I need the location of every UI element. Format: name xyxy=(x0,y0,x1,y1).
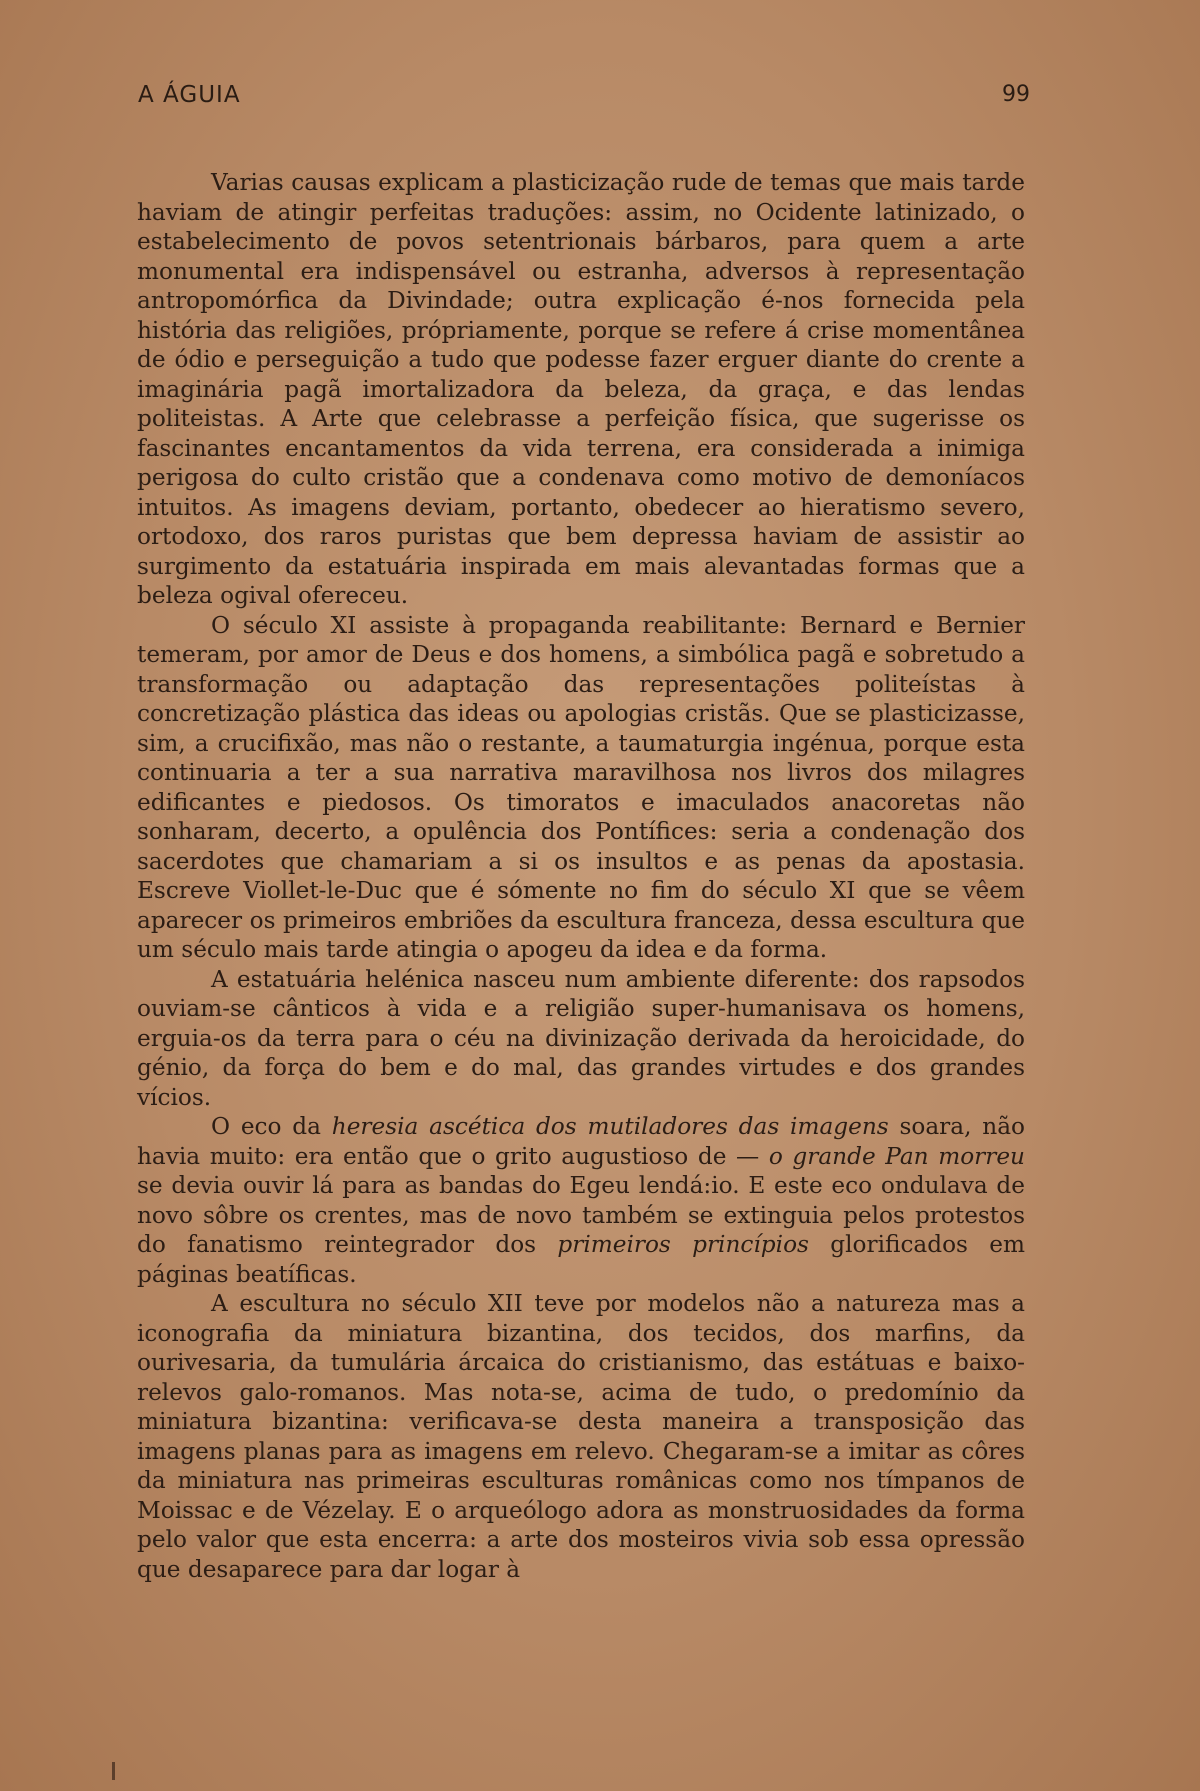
margin-mark xyxy=(112,1762,115,1780)
running-title: A ÁGUIA xyxy=(138,82,241,108)
paragraph-4 xyxy=(137,1112,1025,1289)
paragraph-1: Varias causas explicam a plasticização rude de temas que mais tarde haviam de atingir perfeitas traduções: assim, no Ocidente latinizado, o estabelecimento de povos setentrionais bárbaros, para quem a arte monumental era indispensável ou estranha, adversos à representação antropomórfica da Divindade; outra explicação é-nos fornecida pela história das religiões, própriamente, porque se refere á crise momentânea de ódio e perseguição a tudo que podesse fazer erguer diante do crente a imaginária pagã imortalizadora da beleza, da graça, e das lendas politeistas. A Arte que celebrasse a perfeição física, que sugerisse os fascinantes encantamentos da vida terrena, era considerada a inimiga perigosa do culto cristão que a condenava como motivo de demoníacos intuitos. As imagens deviam, portanto, obedecer ao hieratismo severo, ortodoxo, dos raros puristas que bem depressa haviam de assistir ao surgimento da estatuária inspirada em mais alevantadas formas que a beleza ogival ofereceu. xyxy=(137,169,1025,609)
body-text xyxy=(137,168,1025,1584)
page-header xyxy=(138,82,1030,116)
paragraph-4-italic-b: o grande Pan morreu xyxy=(768,1142,1025,1170)
paragraph-2: O século XI assiste à propaganda reabilitante: Bernard e Bernier temeram, por amor de Deus e dos homens, a simbólica pagã e sobretudo a transformação ou adaptação das representações politeístas à concretização plástica das ideas ou apologias cristãs. Que se plasticizasse, sim, a crucifixão, mas não o restante, a taumaturgia ingénua, porque esta continuaria a ter a sua narrativa maravilhosa nos livros dos milagres edificantes e piedosos. Os timoratos e imaculados anacoretas não sonharam, decerto, a opulência dos Pontífices: seria a condenação dos sacerdotes que chamariam a si os insultos e as penas da apostasia. Escreve Viollet-le-Duc que é sómente no fim do século XI que se vêem aparecer os primeiros embriões da escultura franceza, dessa escultura que um século mais tarde atingia o apogeu da idea e da forma. xyxy=(137,611,1025,963)
paragraph-4-text-b: soara, não havia muito: era então que o grito augustioso de — xyxy=(137,1113,1025,1170)
paragraph-4-text-a: O eco da xyxy=(211,1113,332,1140)
paragraph-4-italic-a: heresia ascética dos mutiladores das imagens xyxy=(331,1113,889,1140)
paragraph-4-text-c: se devia ouvir lá para as bandas do Egeu lendá:io. E este eco ondulava de novo sôbre os crentes, mas de novo também se extinguia pelos protestos do fanatismo reintegrador dos xyxy=(137,1172,1025,1258)
page-number: 99 xyxy=(1002,82,1030,107)
paragraph-5: A escultura no século XII teve por modelos não a natureza mas a iconografia da miniatura bizantina, dos tecidos, dos marfins, da ourivesaria, da tumulária árcaica do cristianismo, das estátuas e baixo-relevos galo-romanos. Mas nota-se, acima de tudo, o predomínio da miniatura bizantina: verificava-se desta maneira a transposição das imagens planas para as imagens em relevo. Chegaram-se a imitar as côres da miniatura nas primeiras esculturas românicas como nos tímpanos de Moissac e de Vézelay. E o arqueólogo adora as monstruosidades da forma pelo valor que esta encerra: a arte dos mosteiros vivia sob essa opressão que desaparece para dar logar à xyxy=(137,1290,1025,1583)
paragraph-4-italic-c: primeiros princípios xyxy=(557,1231,809,1258)
paragraph-4-text-d: glorificados em páginas beatíficas. xyxy=(137,1231,1025,1288)
paragraph-3: A estatuária helénica nasceu num ambiente diferente: dos rapsodos ouviam-se cânticos à vida e a religião super-humanisava os homens, erguia-os da terra para o céu na divinização derivada da heroicidade, do génio, da força do bem e do mal, das grandes virtudes e dos grandes vícios. xyxy=(137,965,1025,1111)
